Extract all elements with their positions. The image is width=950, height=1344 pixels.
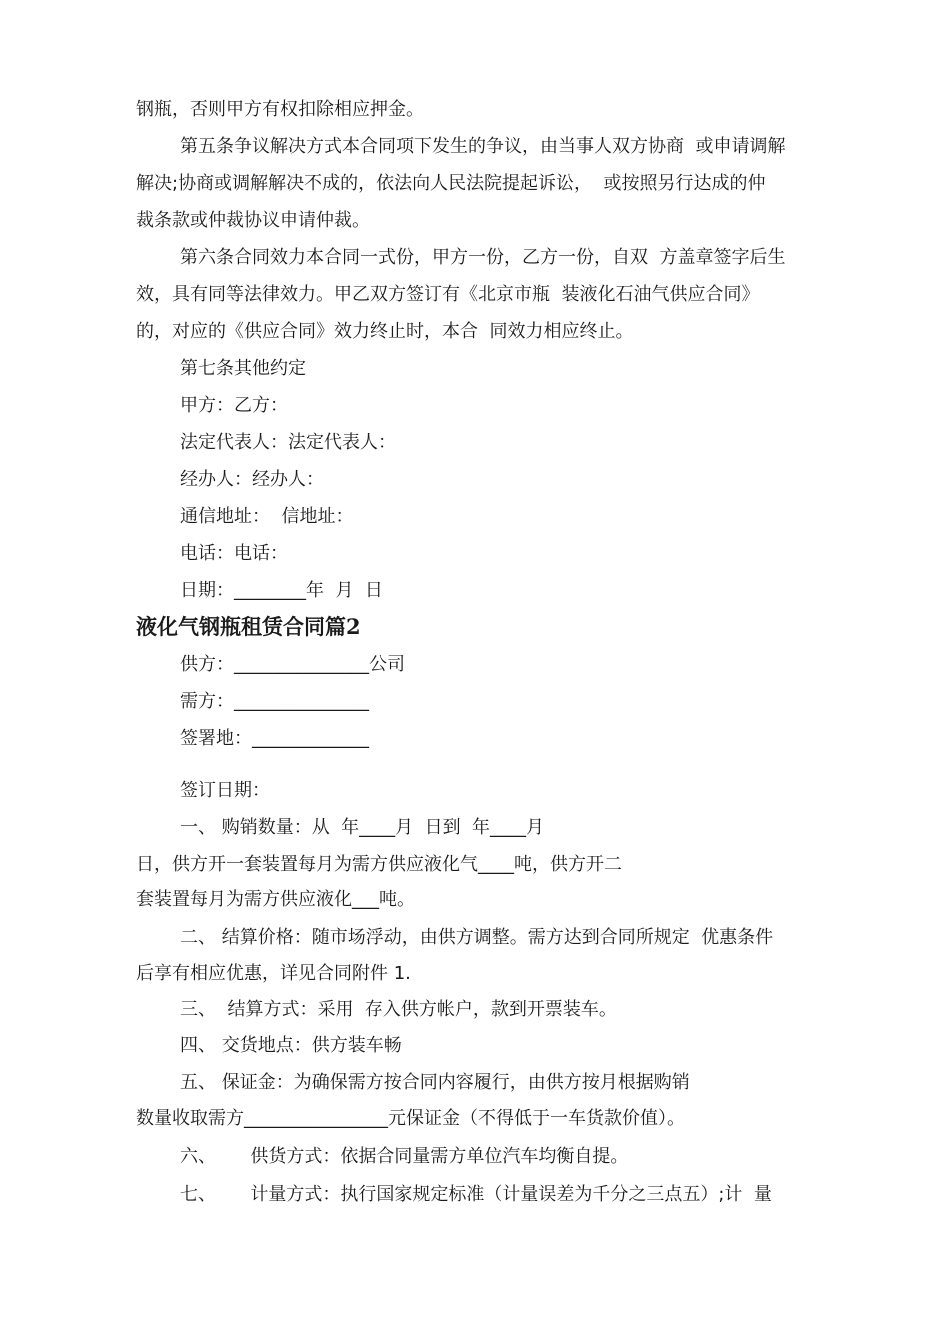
text-line: 签订日期： [180,780,270,801]
text-line: 日，供方开一套装置每月为需方供应液化气____吨，供方开二 [136,854,622,875]
section-heading: 液化气钢瓶租赁合同篇2 [136,614,361,639]
text-line: 六、 供货方式：依据合同量需方单位汽车均衡自提。 [180,1146,629,1167]
text-line: 三、 结算方式：采用 存入供方帐户，款到开票装车。 [180,999,617,1020]
text-line: 第六条合同效力本合同一式份，甲方一份，乙方一份，自双 方盖章签字后生 [180,247,786,268]
text-line: 第七条其他约定 [180,358,306,379]
text-line: 通信地址： 信地址： [180,506,354,527]
text-line: 效，具有同等法律效力。甲乙双方签订有《北京市瓶 装液化石油气供应合同》 [136,284,760,305]
text-line: 供方：_______________公司 [180,654,405,675]
text-line: 电话：电话： [180,543,288,564]
text-line: 需方：_______________ [180,691,369,712]
text-line: 钢瓶，否则甲方有权扣除相应押金。 [136,99,424,120]
text-line: 第五条争议解决方式本合同项下发生的争议，由当事人双方协商 或申请调解 [180,136,786,157]
text-line: 套装置每月为需方供应液化___吨。 [136,889,415,910]
text-line: 裁条款或仲裁协议申请仲裁。 [136,210,370,231]
text-line: 法定代表人：法定代表人： [180,432,396,453]
text-line: 一、 购销数量：从 年____月 日到 年____月 [180,817,545,838]
text-line: 签署地：_____________ [180,728,369,749]
text-line: 后享有相应优惠，详见合同附件 1. [136,963,411,984]
text-line: 甲方：乙方： [180,395,288,416]
text-line: 经办人：经办人： [180,469,324,490]
text-line: 五、 保证金：为确保需方按合同内容履行，由供方按月根据购销 [180,1072,690,1093]
text-line: 二、 结算价格：随市场浮动，由供方调整。需方达到合同所规定 优惠条件 [180,927,774,948]
text-line: 的，对应的《供应合同》效力终止时，本合 同效力相应终止。 [136,321,634,342]
text-line: 七、 计量方式：执行国家规定标准（计量误差为千分之三点五）;计 量 [180,1184,772,1205]
text-line: 日期：________年 月 日 [180,580,383,601]
text-line: 四、 交货地点：供方装车畅 [180,1035,402,1056]
text-line: 数量收取需方________________元保证金（不得低于一车货款价值）。 [136,1108,685,1129]
text-line: 解决;协商或调解解决不成的，依法向人民法院提起诉讼， 或按照另行达成的仲 [136,173,766,194]
